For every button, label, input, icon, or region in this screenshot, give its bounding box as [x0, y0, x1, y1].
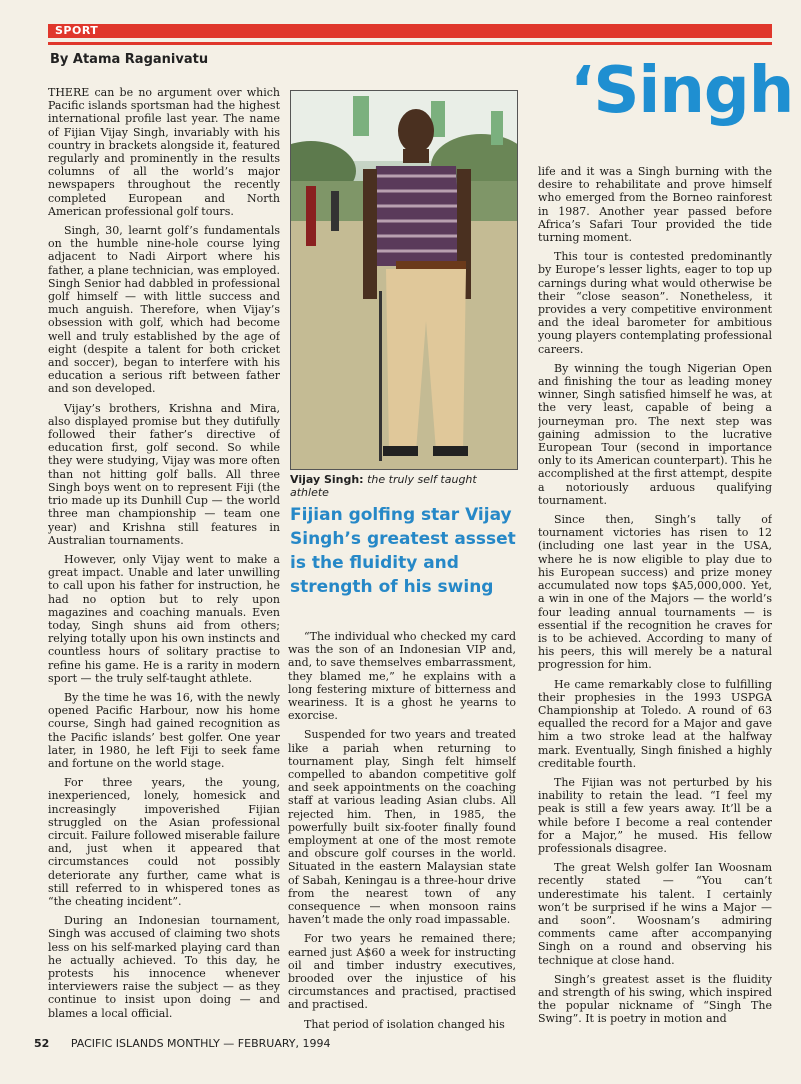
- photo-caption: [290, 473, 516, 499]
- paragraph: Since then, Singh’s tally of tournament victories has risen to 12 (including one last year in the USA, where he is now eligible to play due to his European success) and prize money accumulated now tops $A5,000,000. Yet, a win in one of the Majors — the world’s four leading annual tournaments — is essential if the recognition he craves for is to be achieved. According to many of his peers, this will merely be a natural progression for him.: [538, 513, 772, 672]
- paragraph: However, only Vijay went to make a great impact. Unable and later unwilling to call upon his father for instruction, he had no option but to rely upon magazines and coaching manuals. Even today, Singh shuns aid from others; relying totally upon his own instincts and countless hours of solitary practise to refine his game. He is a rarity in modern sport — the truly self-taught athlete.: [48, 552, 280, 685]
- paragraph: The great Welsh golfer Ian Woosnam recently stated — “You can’t underestimate his talent. I certainly won’t be surprised if he wins a Major — and soon”. Woosnam’s admiring comments came after accompanying Singh on a round and observing his technique at close hand.: [538, 861, 772, 967]
- article-column-left: [48, 86, 280, 1041]
- paragraph: For three years, the young, inexperienced, lonely, homesick and increasingly impoverished Fijian struggled on the Asian professional circuit. Failure followed miserable failure and, just when it appeared that circumstances could not possibly deteriorate any further, came what is still referred to in whispered tones as “the cheating incident”.: [48, 776, 280, 908]
- paragraph: This tour is contested predominantly by Europe’s lesser lights, eager to top up carnings during what would otherwise be their “close season”. Nonetheless, it provides a very competitive environment and the ideal barometer for ambitious young players contemplating professional careers.: [538, 250, 772, 356]
- section-rule: [48, 42, 772, 45]
- paragraph: THERE can be no argument over which Pacific islands sportsman had the highest international profile last year. The name of Fijian Vijay Singh, invariably with his country in brackets alongside it, featured regularly and prominently in the results columns of all the world’s major newspapers throughout the recently completed European and North American professional golf tours.: [48, 86, 280, 218]
- paragraph: He came remarkably close to fulfilling their prophesies in the 1993 USPGA Championship at Toledo. A round of 63 equalled the record for a Major and gave him a two stroke lead at the halfway mark. Eventually, Singh finished a highly creditable fourth.: [538, 677, 772, 770]
- paragraph: By winning the tough Nigerian Open and finishing the tour as leading money winner, Singh satisfied himself he was, at the very least, capable of being a journeyman pro. The next step was gaining admission to the lucrative European Tour (second in importance only to its American counterpart). This he accomplished at the first attempt, despite a notoriously arduous qualifying tournament.: [538, 361, 772, 507]
- publication-name: PACIFIC ISLANDS MONTHLY — FEBRUARY, 1994: [70, 1037, 331, 1050]
- paragraph: During an Indonesian tournament, Singh was accused of claiming two shots less on his self-marked playing card than he actually achieved. To this day, he protests his innocence whenever interviewers raise the subject — as they continue to insist upon doing — and blames a local official.: [48, 914, 280, 1020]
- paragraph: Singh, 30, learnt golf’s fundamentals on the humble nine-hole course lying adjacent to Nadi Airport where his father, a plane technician, was employed. Singh Senior had dabbled in professional golf himself — with little success and much anguish. Therefore, when Vijay’s obsession with golf, which had become well and truly established by the age of eight (despite a talent for both cricket and soccer), began to interfere with his education a serious rift between father and son developed.: [48, 224, 280, 396]
- paragraph: By the time he was 16, with the newly opened Pacific Harbour, now his home course, Singh had gained recognition as the Pacific islands’ best golfer. One year later, in 1980, he left Fiji to seek fame and fortune on the world stage.: [48, 690, 280, 770]
- article-column-middle: [288, 630, 516, 1032]
- headline: ‘Singh: [570, 54, 794, 128]
- paragraph: “The individual who checked my card was the son of an Indonesian VIP and, and, to save themselves embarrassment, they blamed me,” he explains with a long festering mixture of bitterness and weariness. It is a ghost he yearns to exorcise.: [288, 630, 516, 723]
- article-column-right: [538, 165, 772, 1025]
- paragraph: Singh’s greatest asset is the fluidity and strength of his swing, which inspired the popular nickname of “Singh The Swing”. It is poetry in motion and: [538, 972, 772, 1025]
- caption-text: the truly self taught athlete: [290, 473, 477, 499]
- paragraph: For two years he remained there; earned just A$60 a week for instructing oil and timber industry executives, brooded over the injustice of his circumstances and practised, practised and practised.: [288, 932, 516, 1012]
- paragraph: life and it was a Singh burning with the desire to rehabilitate and prove himself who emerged from the Borneo rainforest in 1987. Another year passed before Africa’s Safari Tour provided the tide turning moment.: [538, 165, 772, 245]
- paragraph: The Fijian was not perturbed by his inability to retain the lead. “I feel my peak is still a few years away. It’ll be a while before I become a real contender for a Major,” he mused. His fellow professionals disagree.: [538, 775, 772, 855]
- section-bar: [48, 24, 772, 38]
- caption-name: Vijay Singh:: [290, 473, 364, 486]
- pull-quote: Fijian golfing star Vijay Singh’s greatest assset is the fluidity and strength of his swing: [290, 505, 516, 597]
- page-footer: [34, 1037, 331, 1050]
- section-label: SPORT: [55, 24, 99, 37]
- paragraph: Vijay’s brothers, Krishna and Mira, also displayed promise but they dutifully followed their father’s directive of education first, golf second. So while they were studying, Vijay was more often than not hitting golf balls. All three Singh boys went on to represent Fiji (the trio made up its Dunhill Cup — the world three man championship — team one year) and Krishna still features in Australian tournaments.: [48, 401, 280, 547]
- paragraph: Suspended for two years and treated like a pariah when returning to tournament play, Singh felt himself compelled to abandon competitive golf and seek appointments on the coaching staff at various leading Asian clubs. All rejected him. Then, in 1985, the powerfully built six-footer finally found employment at one of the most remote and obscure golf courses in the world. Situated in the eastern Malaysian state of Sabah, Keningau is a three-hour drive from the nearest town of any consequence — when monsoon rains haven’t made the only road impassable.: [288, 728, 516, 927]
- golfer-illustration: [291, 91, 517, 469]
- golfer-photo: [290, 90, 518, 470]
- byline: By Atama Raganivatu: [50, 52, 209, 67]
- page-number: 52: [34, 1037, 50, 1050]
- paragraph: That period of isolation changed his: [304, 1017, 505, 1031]
